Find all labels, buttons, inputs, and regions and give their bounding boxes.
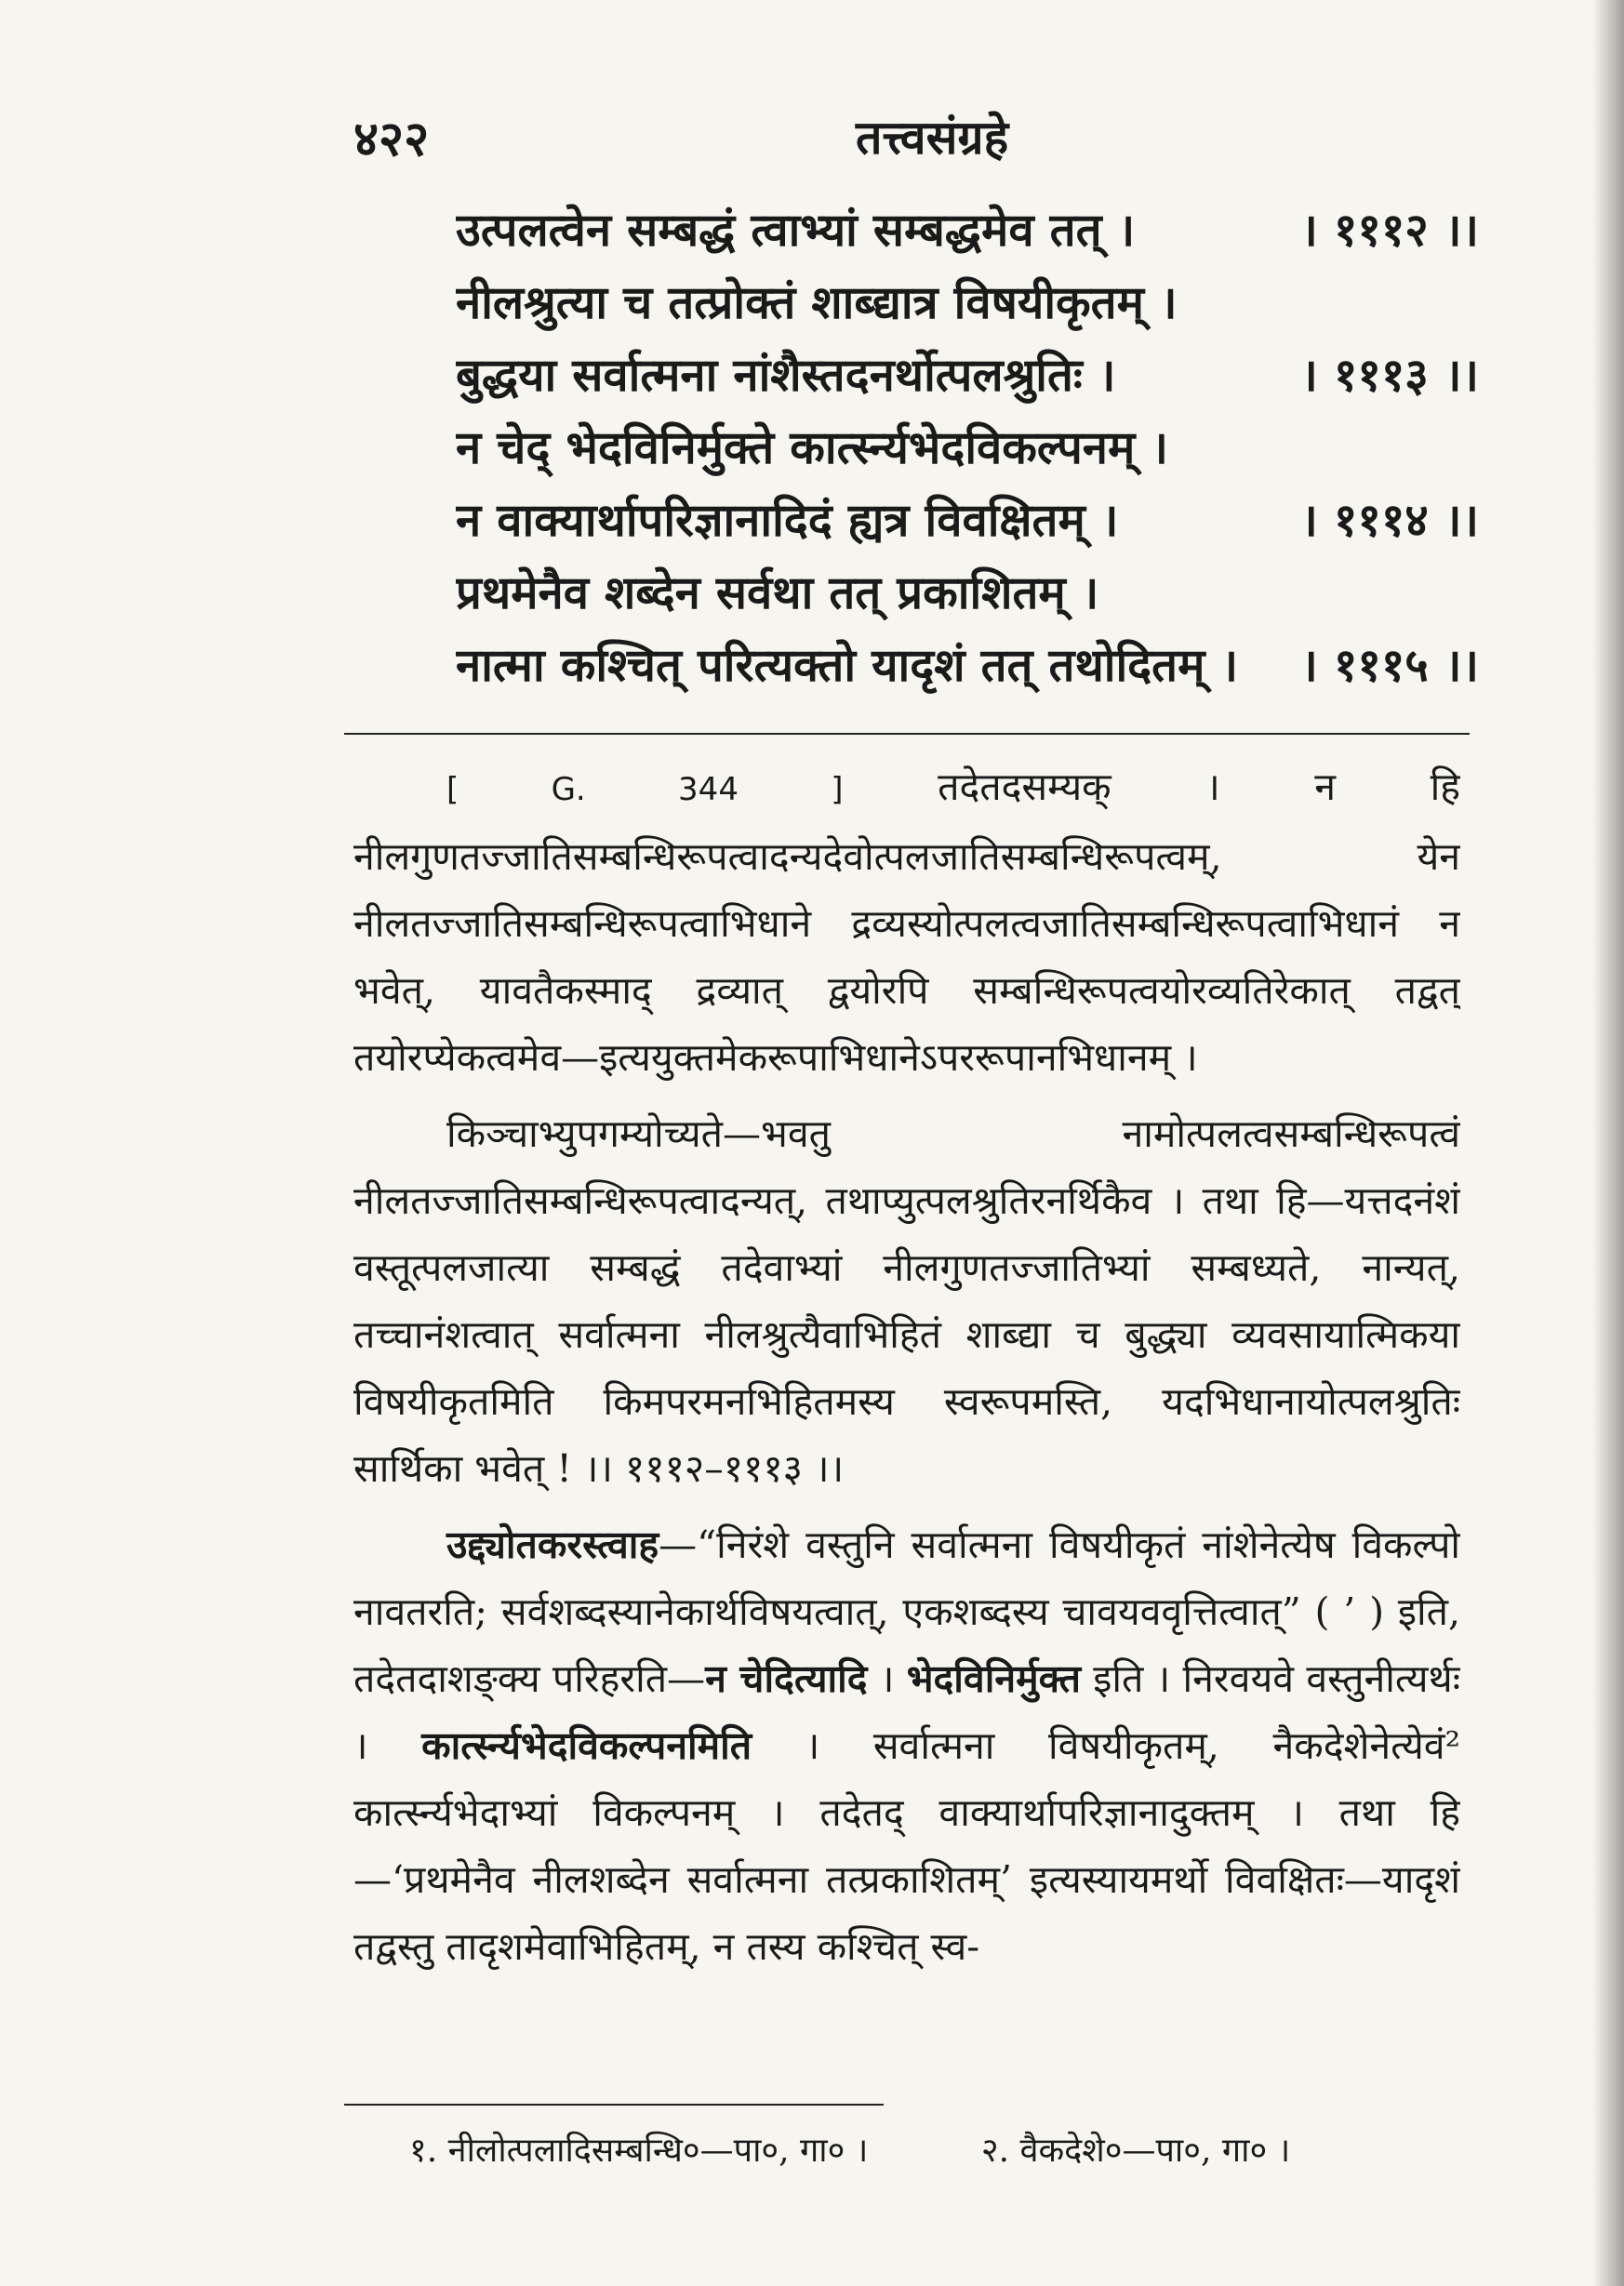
paragraph-text: किञ्चाभ्युपगम्योच्यते—भवतु नामोत्पलत्वसम्बन्धिरूपत्वं नीलतज्जातिसम्बन्धिरूपत्वादन्यत्, तथाप्युत्पलश्रुतिरनर्थिकैव । तथा हि—यत्तदनंशं वस्तूत्पलजात्या सम्बद्धं तदेवाभ्यां नीलगुणतज्जातिभ्यां सम्बध्यते, नान्यत्, तच्चानंशत्वात् सर्वात्मना नीलश्रुत्यैवाभिहितं शाब्द्या च बुद्ध्या व्यवसायात्मिकया विषयीकृतमिति किमपरमनभिहितमस्य स्वरूपमस्ति, यदभिधानायोत्पलश्रुतिः सार्थिका भवेत् ! ।। १११२–१११३ ।।: [353, 1111, 1460, 1491]
pratika-phrase: कार्त्स्न्यभेदविकल्पनमिति: [421, 1723, 752, 1768]
verse-text: उत्पलत्वेन सम्बद्धं त्वाभ्यां सम्बद्धमेव तत् ।: [456, 203, 1136, 257]
footnote: १. नीलोत्पलादिसम्बन्धि०—पा०, गा० ।: [409, 2132, 869, 2170]
page-header: [353, 104, 1475, 169]
footnotes: [409, 2125, 1479, 2177]
verse-line: [456, 629, 1488, 701]
paragraph-text: । सर्वात्मना विषयीकृतम्, नैकदेशेनेत्येवं² कार्त्स्न्यभेदाभ्यां विकल्पनम् । तदेतद् वाक्यार्थापरिज्ञानादुक्तम् । तथा हि—‘प्रथमेनैव नीलशब्देन सर्वात्मना तत्प्रकाशितम्’ इत्यस्यायमर्थो विवक्षितः—यादृशं तद्वस्तु तादृशमेवाभिहितम्, न तस्य कश्चित् स्व-: [353, 1723, 1460, 1969]
running-title: तत्त्वसंग्रहे: [856, 110, 1009, 165]
verse-block: [456, 193, 1488, 701]
paragraph-text: इति । निरवयवे वस्तुनीत्यर्थः ।: [353, 1656, 1460, 1768]
paragraph-text: —“निरंशे वस्तुनि सर्वात्मना विषयीकृतं नांशेनेत्येष विकल्पो नावतरति; सर्वशब्दस्यानेकार्थविषयत्वात्, एकशब्दस्य चावयववृत्तित्वात्” ( ’ ) इति, तदेतदाशङ्क्य परिहरति—: [353, 1522, 1460, 1701]
verse-number: । १११२ ।।: [1300, 203, 1479, 257]
paragraph-text: तदेतदसम्यक् । न हि नीलगुणतज्जातिसम्बन्धिरूपत्वादन्यदेवोत्पलजातिसम्बन्धिरूपत्वम्, येन नीलतज्जातिसम्बन्धिरूपत्वाभिधाने द्रव्यस्योत्पलत्वजातिसम्बन्धिरूपत्वाभिधानं न भवेत्, यावतैकस्माद् द्रव्यात् द्वयोरपि सम्बन्धिरूपत्वयोरव्यतिरेकात् तद्वत् तयोरप्येकत्वमेव—इत्ययुक्तमेकरूपाभिधानेऽपररूपानभिधानम् ।: [353, 764, 1460, 1080]
page-number: ४२२: [353, 111, 430, 167]
verse-line: [456, 556, 1488, 629]
cited-author: उद्द्योतकरस्त्वाह: [446, 1522, 659, 1567]
verse-divider: [344, 733, 1470, 735]
verse-text: प्रथमेनैव शब्देन सर्वथा तत् प्रकाशितम् ।: [456, 565, 1099, 619]
pratika-phrase: भेदविनिर्मुक्त: [906, 1656, 1081, 1701]
paragraph-text: ।: [867, 1656, 907, 1701]
verse-text: न चेद् भेदविनिर्मुक्ते कार्त्स्न्यभेदविकल्पनम् ।: [456, 420, 1168, 474]
verse-line: [456, 193, 1488, 266]
commentary-paragraph: [353, 1100, 1460, 1502]
verse-text: न वाक्यार्थापरिज्ञानादिदं ह्यत्र विवक्षितम् ।: [456, 493, 1119, 547]
verse-text: नीलश्रुत्या च तत्प्रोक्तं शाब्द्यात्र विषयीकृतम् ।: [456, 275, 1178, 329]
commentary-block: [353, 753, 1460, 1980]
edition-reference: [ G. 344 ]: [446, 771, 844, 808]
commentary-paragraph: [353, 1511, 1460, 1980]
page-edge-shadow: [1592, 0, 1624, 2286]
footnote: २. वैकदेशे०—पा०, गा० ।: [980, 2132, 1291, 2170]
verse-line: [456, 484, 1488, 556]
footnote-divider: [344, 2104, 884, 2106]
verse-text: नात्मा कश्चित् परित्यक्तो यादृशं तत् तथोदितम् ।: [456, 638, 1239, 692]
verse-number: । १११३ ।।: [1300, 348, 1479, 402]
verse-number: । १११४ ।।: [1300, 493, 1479, 547]
verse-number: । १११५ ।।: [1300, 638, 1479, 692]
commentary-paragraph: [353, 753, 1460, 1091]
verse-line: [456, 411, 1488, 484]
verse-line: [456, 339, 1488, 411]
verse-text: बुद्धया सर्वात्मना नांशैस्तदनर्थोत्पलश्रुतिः ।: [456, 348, 1116, 402]
pratika-phrase: न चेदित्यादि: [705, 1656, 868, 1701]
verse-line: [456, 266, 1488, 339]
